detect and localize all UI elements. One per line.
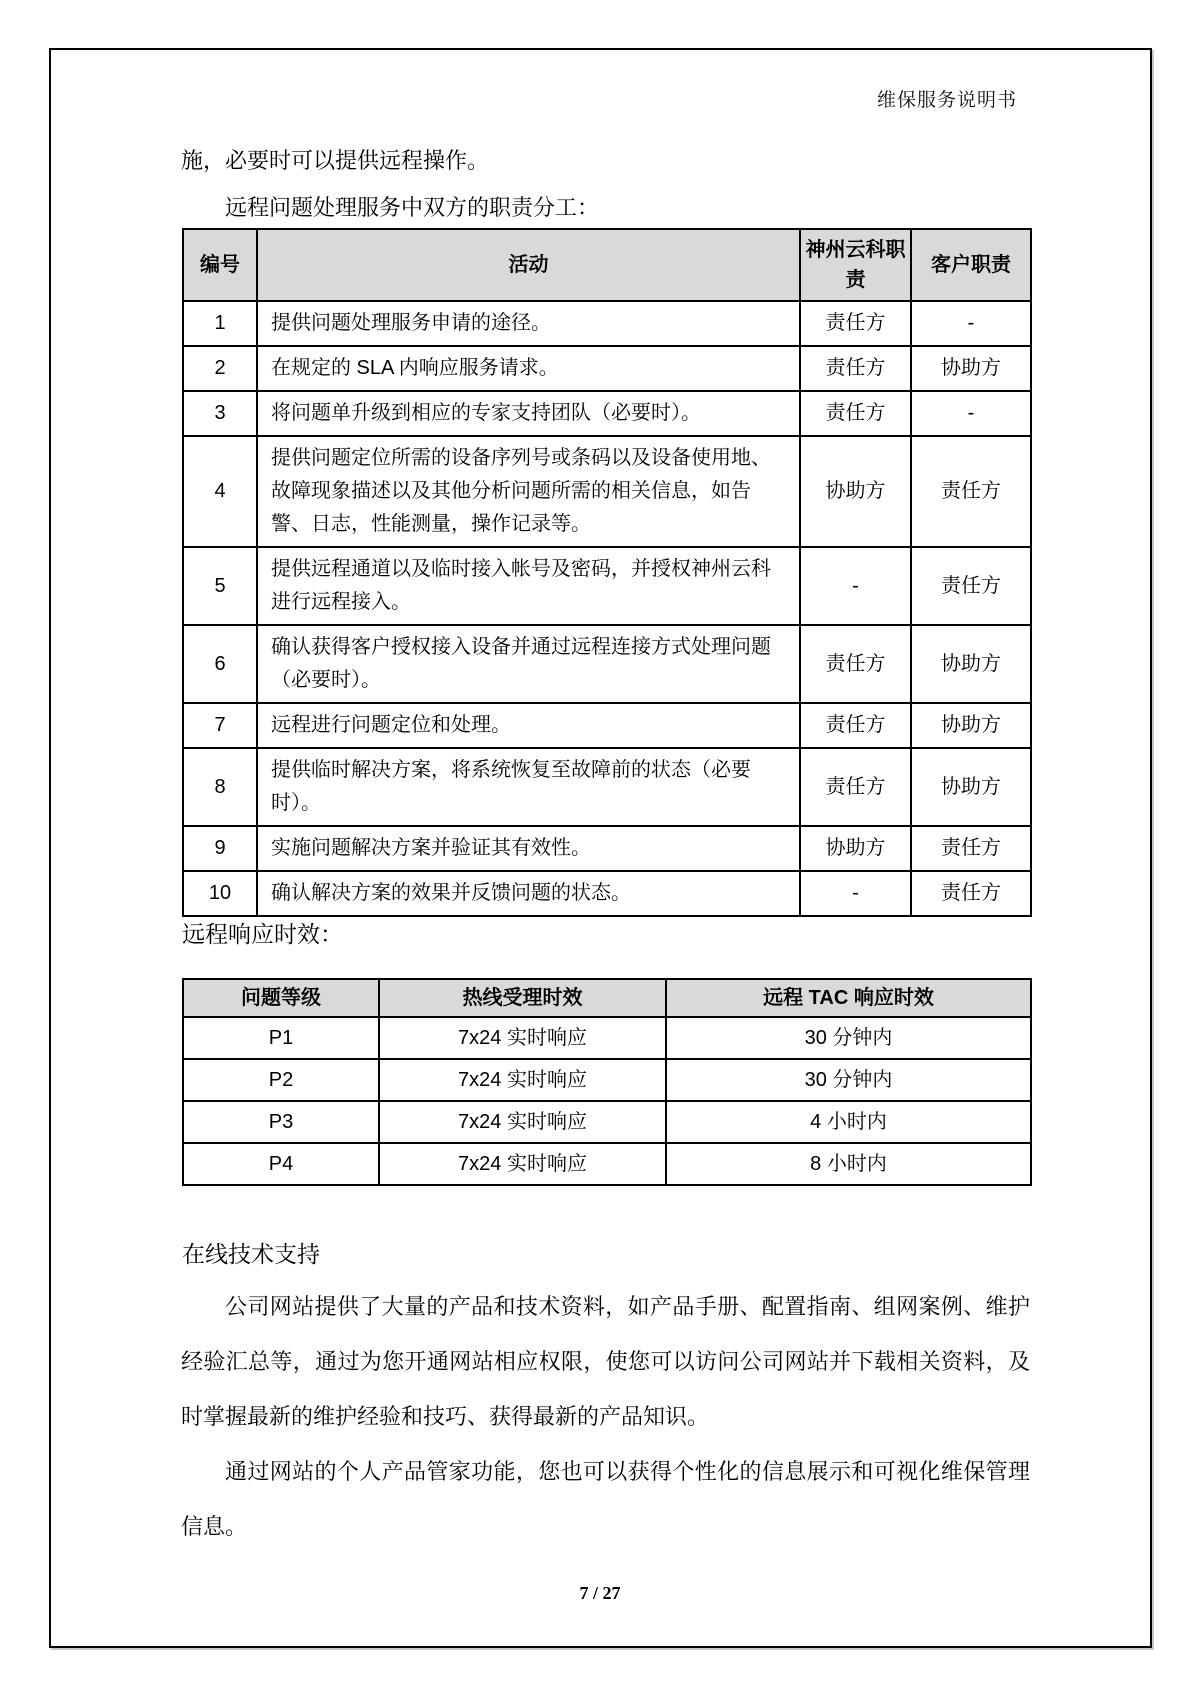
customer-role-cell: - <box>911 391 1031 436</box>
problem-level-cell: P3 <box>183 1101 379 1143</box>
col-header-number: 编号 <box>183 229 257 301</box>
row-number-cell: 10 <box>183 871 257 916</box>
vendor-role-cell: 协助方 <box>800 826 911 871</box>
col-header-hotline: 热线受理时效 <box>379 979 666 1017</box>
problem-level-cell: P1 <box>183 1017 379 1059</box>
vendor-role-cell: 协助方 <box>800 436 911 547</box>
activity-cell: 提供问题定位所需的设备序列号或条码以及设备使用地、故障现象描述以及其他分析问题所需的相关信息，如告警、日志，性能测量，操作记录等。 <box>257 436 800 547</box>
activity-cell: 提供问题处理服务申请的途径。 <box>257 301 800 346</box>
row-number-cell: 6 <box>183 625 257 703</box>
vendor-role-cell: - <box>800 871 911 916</box>
row-number-cell: 9 <box>183 826 257 871</box>
vendor-role-cell: - <box>800 547 911 625</box>
table-row <box>183 1101 1031 1143</box>
table-row <box>183 391 1031 436</box>
table-row <box>183 1017 1031 1059</box>
activity-cell: 确认解决方案的效果并反馈问题的状态。 <box>257 871 800 916</box>
vendor-role-cell: 责任方 <box>800 346 911 391</box>
hotline-sla-cell: 7x24 实时响应 <box>379 1101 666 1143</box>
hotline-sla-cell: 7x24 实时响应 <box>379 1143 666 1185</box>
activity-cell: 提供远程通道以及临时接入帐号及密码，并授权神州云科进行远程接入。 <box>257 547 800 625</box>
responsibilities-table <box>182 228 1032 917</box>
vendor-role-cell: 责任方 <box>800 625 911 703</box>
tac-sla-cell: 8 小时内 <box>666 1143 1031 1185</box>
customer-role-cell: 协助方 <box>911 346 1031 391</box>
customer-role-cell: 协助方 <box>911 748 1031 826</box>
response-time-label: 远程响应时效： <box>182 921 343 947</box>
vendor-role-cell: 责任方 <box>800 391 911 436</box>
row-number-cell: 7 <box>183 703 257 748</box>
table-row <box>183 1059 1031 1101</box>
response-time-table-body <box>183 1017 1031 1185</box>
vendor-role-cell: 责任方 <box>800 301 911 346</box>
responsibilities-table-body <box>183 301 1031 916</box>
table-row <box>183 1143 1031 1185</box>
problem-level-cell: P2 <box>183 1059 379 1101</box>
activity-cell: 远程进行问题定位和处理。 <box>257 703 800 748</box>
tac-sla-cell: 4 小时内 <box>666 1101 1031 1143</box>
activity-cell: 确认获得客户授权接入设备并通过远程连接方式处理问题（必要时）。 <box>257 625 800 703</box>
table-row <box>183 871 1031 916</box>
activity-cell: 实施问题解决方案并验证其有效性。 <box>257 826 800 871</box>
table1-caption: 远程问题处理服务中双方的职责分工： <box>225 195 600 220</box>
customer-role-cell: 责任方 <box>911 436 1031 547</box>
table-row <box>183 826 1031 871</box>
table-row <box>183 748 1031 826</box>
row-number-cell: 8 <box>183 748 257 826</box>
vendor-role-cell: 责任方 <box>800 703 911 748</box>
col-header-vendor: 神州云科职责 <box>800 229 911 301</box>
col-header-customer: 客户职责 <box>911 229 1031 301</box>
page-number: 7 / 27 <box>579 1583 621 1603</box>
row-number-cell: 3 <box>183 391 257 436</box>
problem-level-cell: P4 <box>183 1143 379 1185</box>
row-number-cell: 2 <box>183 346 257 391</box>
table-row <box>183 547 1031 625</box>
paragraph-website-resources: 公司网站提供了大量的产品和技术资料，如产品手册、配置指南、组网案例、维护经验汇总等，通过为您开通网站相应权限，使您可以访问公司网站并下载相关资料，及时掌握最新的维护经验和技巧、获得最新的产品知识。 <box>181 1294 1030 1429</box>
table-header-row <box>183 979 1031 1017</box>
customer-role-cell: 责任方 <box>911 871 1031 916</box>
tac-sla-cell: 30 分钟内 <box>666 1017 1031 1059</box>
document-header-title: 维保服务说明书 <box>876 90 1017 111</box>
customer-role-cell: 协助方 <box>911 625 1031 703</box>
activity-cell: 将问题单升级到相应的专家支持团队（必要时）。 <box>257 391 800 436</box>
hotline-sla-cell: 7x24 实时响应 <box>379 1017 666 1059</box>
customer-role-cell: - <box>911 301 1031 346</box>
customer-role-cell: 责任方 <box>911 547 1031 625</box>
intro-text: 施，必要时可以提供远程操作。 <box>181 148 490 173</box>
table-row <box>183 301 1031 346</box>
row-number-cell: 1 <box>183 301 257 346</box>
hotline-sla-cell: 7x24 实时响应 <box>379 1059 666 1101</box>
table-row <box>183 703 1031 748</box>
online-support-heading: 在线技术支持 <box>182 1241 320 1267</box>
activity-cell: 在规定的 SLA 内响应服务请求。 <box>257 346 800 391</box>
response-time-table <box>182 978 1032 1186</box>
table-row <box>183 346 1031 391</box>
vendor-role-cell: 责任方 <box>800 748 911 826</box>
customer-role-cell: 协助方 <box>911 703 1031 748</box>
table-header-row <box>183 229 1031 301</box>
col-header-tac: 远程 TAC 响应时效 <box>666 979 1031 1017</box>
table-row <box>183 625 1031 703</box>
row-number-cell: 4 <box>183 436 257 547</box>
tac-sla-cell: 30 分钟内 <box>666 1059 1031 1101</box>
customer-role-cell: 责任方 <box>911 826 1031 871</box>
paragraph-product-manager: 通过网站的个人产品管家功能，您也可以获得个性化的信息展示和可视化维保管理信息。 <box>181 1459 1030 1539</box>
col-header-activity: 活动 <box>257 229 800 301</box>
col-header-level: 问题等级 <box>183 979 379 1017</box>
table-row <box>183 436 1031 547</box>
activity-cell: 提供临时解决方案，将系统恢复至故障前的状态（必要时）。 <box>257 748 800 826</box>
row-number-cell: 5 <box>183 547 257 625</box>
